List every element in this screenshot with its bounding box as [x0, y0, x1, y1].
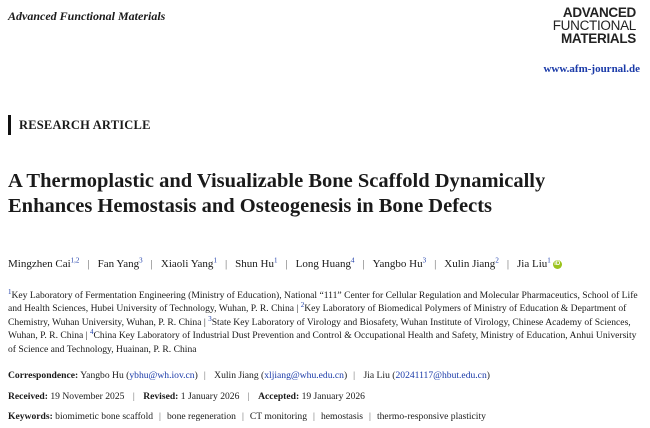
- article-type: RESEARCH ARTICLE: [8, 115, 151, 135]
- keyword: thermo-responsive plasticity: [376, 411, 486, 422]
- affiliation-ref: 1: [547, 256, 551, 265]
- correspondence-name: Yangbo Hu: [80, 370, 124, 381]
- keyword: hemostasis: [320, 411, 364, 422]
- author-list: [8, 258, 648, 270]
- affiliation-ref: 2: [495, 256, 499, 265]
- affiliation-ref: 1: [273, 256, 278, 265]
- separator: |: [241, 411, 244, 422]
- separator: |: [285, 258, 288, 270]
- author-name[interactable]: Jia Liu$^1$ iD: [517, 256, 561, 270]
- separator: |: [159, 411, 161, 422]
- separator: |: [362, 258, 365, 270]
- author-name[interactable]: Shun Hu$^1$: [235, 256, 278, 270]
- revised-label: Revised:: [143, 391, 179, 402]
- author-name[interactable]: Long Huang$^4$: [295, 256, 355, 270]
- affiliation-ref: 3: [422, 256, 427, 265]
- journal-logo: [553, 6, 636, 45]
- separator: |: [434, 258, 437, 270]
- affiliation-text: Key Laboratory of Biomedical Polymers of Ministry of Education & Department of Chemistry, Wuhan University, Wuhan, P. R. China |: [8, 303, 627, 328]
- separator: |: [224, 258, 228, 270]
- affiliations: [8, 289, 642, 356]
- affiliation-number: 2: [300, 301, 305, 310]
- keyword: CT monitoring: [249, 411, 308, 422]
- correspondence-line: Correspondence: Yangbo Hu (ybhu@wh.iov.cn) | Xulin Jiang (xljiang@whu.edu.cn) | Jia Liu (20241117@hbut.edu.cn): [8, 370, 490, 381]
- separator: |: [353, 370, 356, 381]
- logo-line-3: MATERIALS: [560, 31, 636, 46]
- separator: |: [132, 391, 135, 402]
- accepted-label: Accepted:: [258, 391, 300, 402]
- orcid-icon[interactable]: iD: [554, 260, 561, 267]
- affiliation-number: 3: [208, 314, 212, 323]
- accepted-date: 19 January 2026: [301, 391, 365, 402]
- dates-line: [8, 391, 648, 402]
- author-name[interactable]: Xulin Jiang$^2$: [444, 256, 499, 270]
- article-title: A Thermoplastic and Visualizable Bone Scaffold Dynamically Enhances Hemostasis and Osteogenesis in Bone Defects: [8, 170, 546, 217]
- received-date: 19 November 2025: [50, 391, 125, 402]
- correspondence-email-link[interactable]: xljiang@whu.edu.cn: [264, 370, 344, 381]
- keywords-label: Keywords:: [8, 411, 53, 422]
- journal-name: Advanced Functional Materials: [8, 9, 166, 23]
- keyword: bone regeneration: [166, 411, 236, 422]
- author-name[interactable]: Yangbo Hu$^3$: [372, 256, 427, 270]
- separator: |: [87, 258, 90, 270]
- separator: |: [506, 258, 510, 270]
- author-name[interactable]: Fan Yang$^3$: [97, 256, 143, 270]
- affiliation-text: China Key Laboratory of Industrial Dust Prevention and Control & Occupational Health and Safety, Ministry of Education, Anhui University of Science and Technology, Huainan, P. R. China: [8, 330, 637, 355]
- separator: |: [150, 258, 153, 270]
- logo-line-2: FUNCTIONAL: [552, 18, 636, 33]
- separator: |: [369, 411, 371, 422]
- separator: |: [247, 391, 250, 402]
- author-name[interactable]: Mingzhen Cai$^{1,2}$: [8, 256, 80, 270]
- author-name[interactable]: Xiaoli Yang$^1$: [160, 256, 217, 270]
- correspondence-email-link[interactable]: 20241117@hbut.edu.cn: [395, 370, 487, 381]
- correspondence-email-link[interactable]: ybhu@wh.iov.cn: [129, 370, 195, 381]
- affiliation-ref: 3: [139, 256, 143, 265]
- logo-line-1: ADVANCED: [562, 5, 636, 20]
- correspondence-name: Xulin Jiang: [214, 370, 259, 381]
- journal-url-link[interactable]: www.afm-journal.de: [543, 63, 640, 75]
- revised-date: 1 January 2026: [180, 391, 240, 402]
- affiliation-text: State Key Laboratory of Virology and Biosafety, Wuhan Institute of Virology, Chinese Academy of Sciences, Wuhan, P. R. China |: [8, 316, 631, 342]
- separator: |: [313, 411, 315, 422]
- keyword: biomimetic bone scaffold: [55, 411, 154, 422]
- affiliation-ref: 4: [350, 256, 355, 265]
- affiliation-ref: 1,2: [70, 256, 80, 265]
- affiliation-ref: 1: [213, 256, 217, 265]
- correspondence-label: Correspondence:: [8, 370, 79, 381]
- affiliation-number: 4: [90, 328, 94, 337]
- affiliation-number: 1: [8, 287, 12, 296]
- keywords-line: [8, 411, 648, 422]
- received-label: Received:: [8, 391, 48, 402]
- correspondence-name: Jia Liu: [363, 370, 390, 381]
- separator: |: [203, 370, 206, 381]
- affiliation-text: Key Laboratory of Fermentation Engineering (Ministry of Education), National “111” Center for Cellular Regulation and Molecular Pharmaceutics, School of Life and Health Sciences, Hubei University of Technology, Wuhan, P. R. China |: [8, 290, 638, 315]
